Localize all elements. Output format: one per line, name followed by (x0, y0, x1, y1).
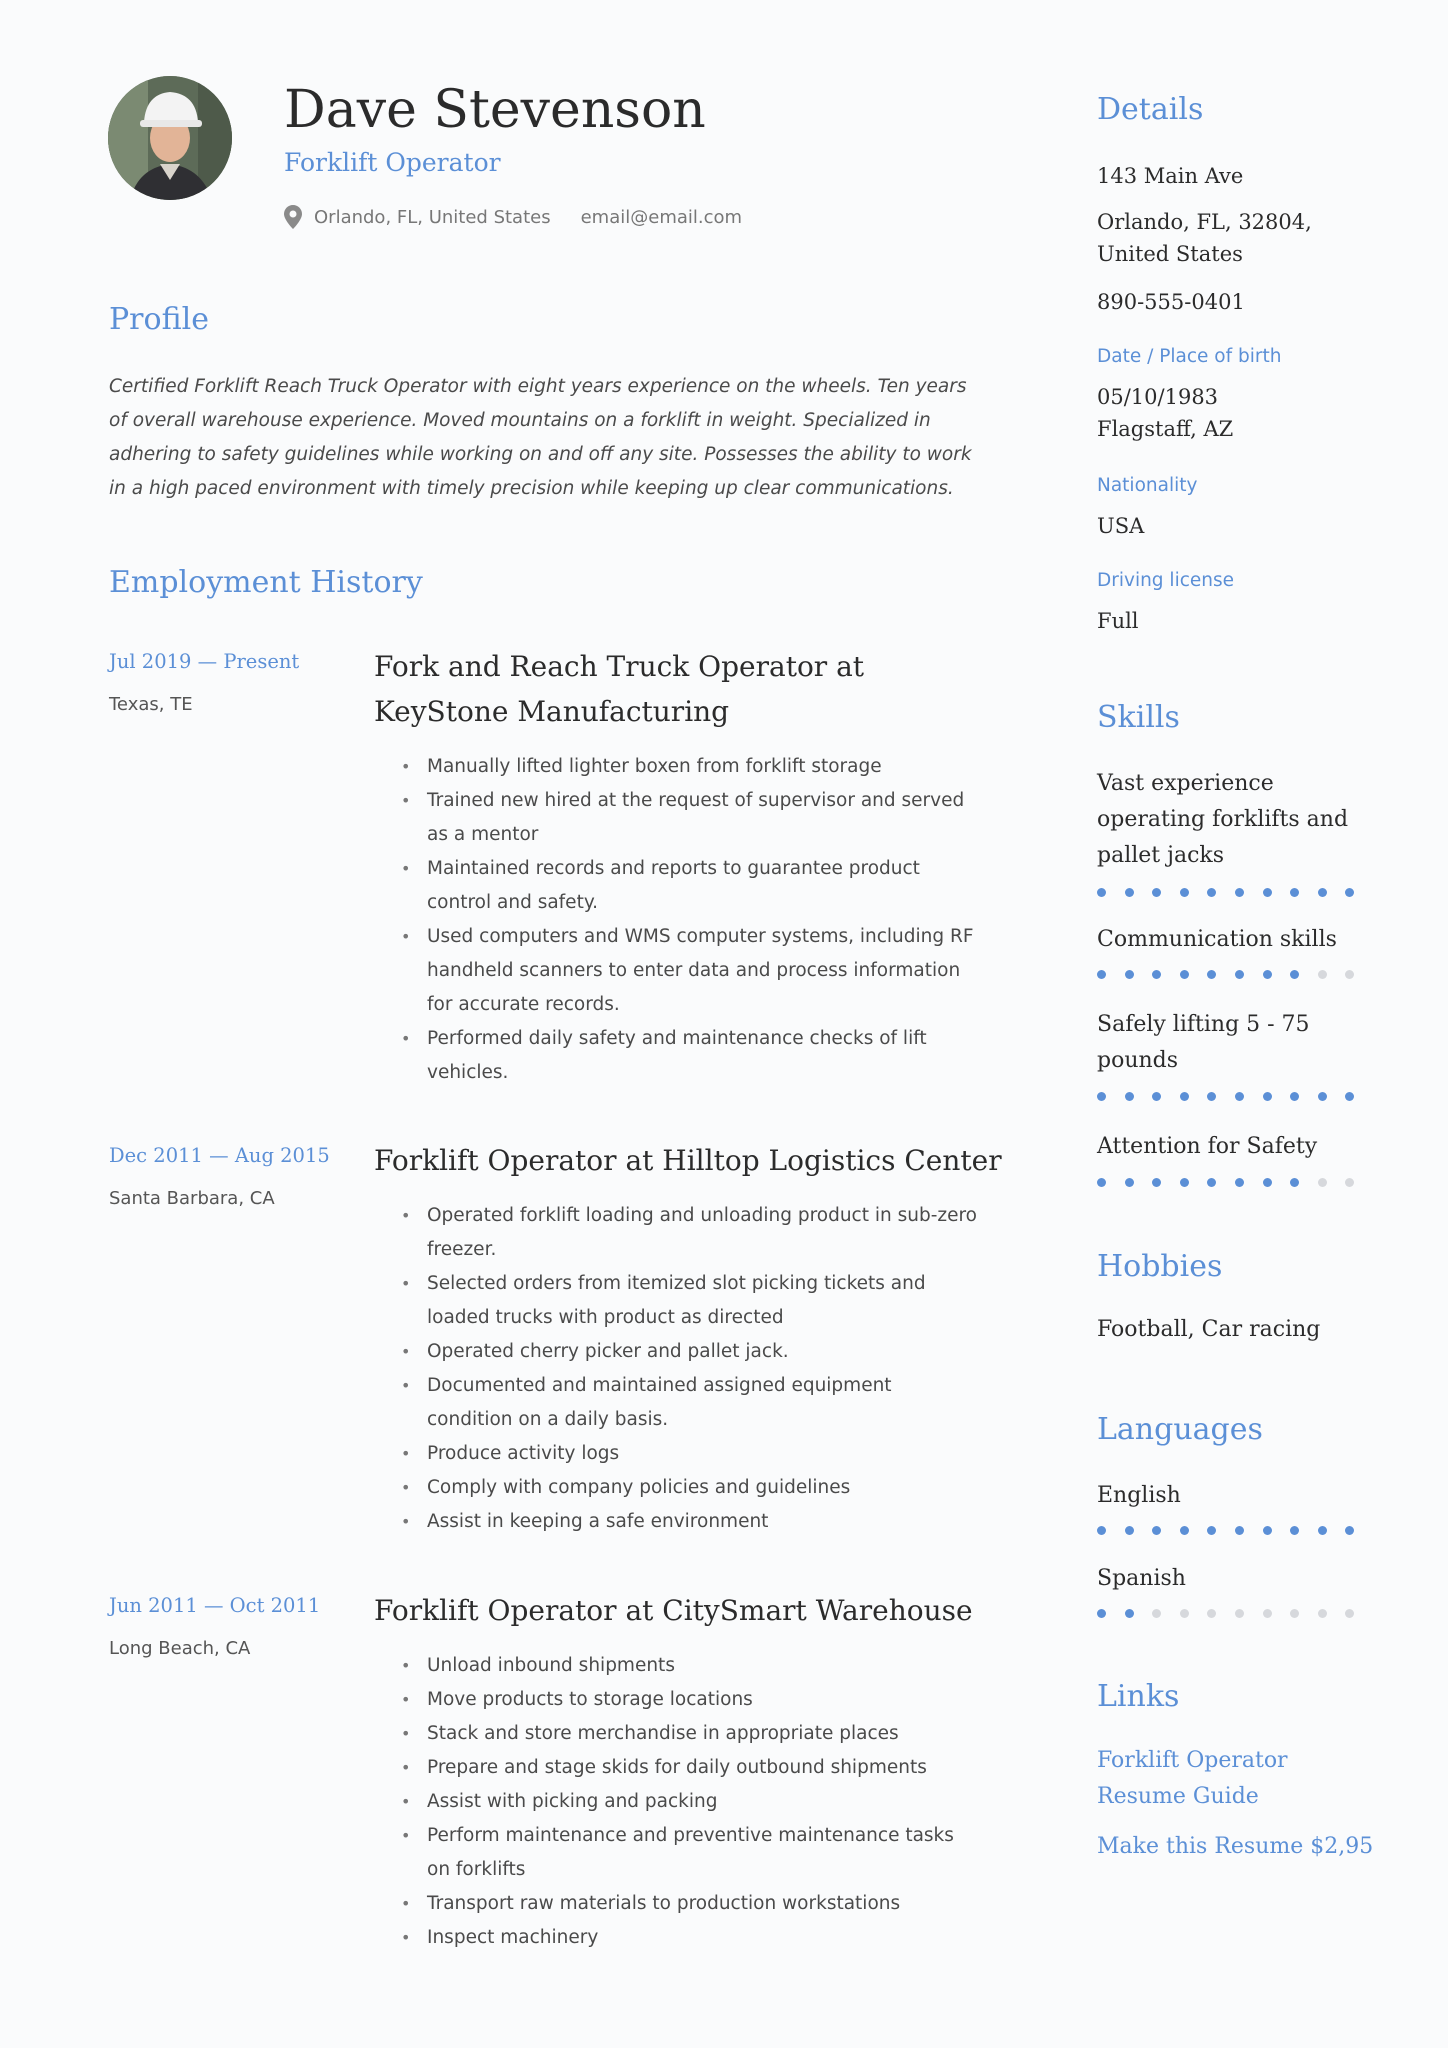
rating-dot-filled (1097, 1609, 1106, 1618)
rating-dot-empty (1345, 1178, 1354, 1187)
language-level (1097, 1609, 1373, 1618)
bullet-item: • Move products to storage locations (401, 1683, 981, 1717)
rating-dot-filled (1097, 970, 1106, 979)
bullet-item: • Used computers and WMS computer systems, including RF handheld scanners to enter data and process information for accurate records. (401, 920, 981, 1022)
resume-guide-link[interactable]: Forklift Operator Resume Guide (1097, 1748, 1288, 1809)
rating-dot-empty (1152, 1609, 1161, 1618)
rating-dot-filled (1235, 1526, 1244, 1535)
skill-name: Vast experience operating forklifts and pallet jacks (1097, 771, 1349, 868)
rating-dot-filled (1345, 888, 1354, 897)
profile-heading: Profile (109, 302, 209, 337)
rating-dot-filled (1318, 1092, 1327, 1101)
rating-dot-filled (1097, 1178, 1106, 1187)
rating-dot-filled (1152, 1092, 1161, 1101)
rating-dot-filled (1180, 970, 1189, 979)
profile-text: Certified Forklift Reach Truck Operator with eight years experience on the wheels. Ten years of overall warehouse experience. Moved mountains on a forklift in weight. Specialized in adhering to safety guidelines while working on and off any site. Possesses the ability to work in a high paced environment with timely precision while keeping up clear communications. (109, 376, 972, 499)
rating-dot-filled (1290, 970, 1299, 979)
location-pin-icon (284, 205, 302, 229)
avatar (108, 76, 232, 200)
birth-label: Date / Place of birth (1097, 346, 1282, 367)
hobbies-heading: Hobbies (1097, 1249, 1223, 1284)
bullet-item: • Transport raw materials to production workstations (401, 1887, 981, 1921)
rating-dot-filled (1125, 970, 1134, 979)
make-resume-link[interactable]: Make this Resume $2,95 (1097, 1834, 1374, 1859)
skill-level (1097, 1178, 1373, 1187)
bullet-item: • Operated forklift loading and unloading product in sub-zero freezer. (401, 1199, 981, 1267)
rating-dot-filled (1180, 1178, 1189, 1187)
job-dates: Dec 2011 — Aug 2015 (109, 1144, 330, 1167)
rating-dot-empty (1263, 1609, 1272, 1618)
job-bullets (401, 750, 981, 1090)
rating-dot-filled (1235, 888, 1244, 897)
rating-dot-filled (1152, 888, 1161, 897)
rating-dot-filled (1180, 1526, 1189, 1535)
rating-dot-filled (1235, 1092, 1244, 1101)
bullet-item: • Trained new hired at the request of supervisor and served as a mentor (401, 784, 981, 852)
nationality-value: USA (1097, 514, 1145, 538)
profile-photo-icon (108, 76, 232, 200)
bullet-item: • Performed daily safety and maintenance checks of lift vehicles. (401, 1022, 981, 1090)
candidate-name: Dave Stevenson (284, 80, 706, 140)
rating-dot-filled (1263, 970, 1272, 979)
rating-dot-filled (1263, 1178, 1272, 1187)
languages-heading: Languages (1097, 1412, 1263, 1447)
bullet-item: • Documented and maintained assigned equipment condition on a daily basis. (401, 1369, 981, 1437)
bullet-item: • Prepare and stage skids for daily outbound shipments (401, 1751, 981, 1785)
rating-dot-filled (1207, 1092, 1216, 1101)
skills-heading: Skills (1097, 700, 1180, 735)
rating-dot-empty (1345, 970, 1354, 979)
rating-dot-filled (1152, 1178, 1161, 1187)
skill-level (1097, 970, 1373, 979)
rating-dot-empty (1318, 1609, 1327, 1618)
job-bullets (401, 1649, 981, 1955)
license-label: Driving license (1097, 570, 1235, 591)
rating-dot-filled (1290, 888, 1299, 897)
rating-dot-filled (1097, 888, 1106, 897)
address-street: 143 Main Ave (1097, 164, 1244, 188)
bullet-item: • Produce activity logs (401, 1437, 981, 1471)
bullet-item: • Perform maintenance and preventive maintenance tasks on forklifts (401, 1819, 981, 1887)
rating-dot-filled (1207, 888, 1216, 897)
bullet-item: • Manually lifted lighter boxen from forklift storage (401, 750, 981, 784)
rating-dot-filled (1263, 888, 1272, 897)
rating-dot-filled (1263, 1526, 1272, 1535)
rating-dot-filled (1180, 888, 1189, 897)
job-title: Fork and Reach Truck Operator at KeyStone Manufacturing (374, 650, 865, 728)
job-dates: Jun 2011 — Oct 2011 (109, 1594, 321, 1617)
skill-name: Safely lifting 5 - 75 pounds (1097, 1012, 1310, 1073)
rating-dot-filled (1235, 970, 1244, 979)
rating-dot-empty (1235, 1609, 1244, 1618)
rating-dot-filled (1125, 888, 1134, 897)
location-text: Orlando, FL, United States (314, 206, 551, 228)
rating-dot-filled (1125, 1178, 1134, 1187)
language-name: English (1097, 1483, 1181, 1508)
birth-date: 05/10/1983 (1097, 385, 1219, 409)
rating-dot-empty (1180, 1609, 1189, 1618)
rating-dot-filled (1290, 1178, 1299, 1187)
email-text[interactable]: email@email.com (580, 206, 743, 228)
hobbies-text: Football, Car racing (1097, 1317, 1321, 1342)
rating-dot-filled (1097, 1526, 1106, 1535)
bullet-item: • Assist with picking and packing (401, 1785, 981, 1819)
job-location: Long Beach, CA (109, 1638, 251, 1659)
rating-dot-filled (1097, 1092, 1106, 1101)
rating-dot-filled (1290, 1092, 1299, 1101)
nationality-label: Nationality (1097, 475, 1198, 496)
rating-dot-filled (1152, 1526, 1161, 1535)
bullet-item: • Assist in keeping a safe environment (401, 1505, 981, 1539)
skill-level (1097, 1092, 1373, 1101)
job-location: Santa Barbara, CA (109, 1188, 275, 1209)
details-heading: Details (1097, 92, 1204, 127)
rating-dot-filled (1125, 1609, 1134, 1618)
job-location: Texas, TE (109, 694, 193, 715)
bullet-item: • Operated cherry picker and pallet jack. (401, 1335, 981, 1369)
job-dates: Jul 2019 — Present (109, 650, 300, 673)
rating-dot-filled (1207, 1178, 1216, 1187)
address-city: Orlando, FL, 32804, United States (1097, 210, 1312, 266)
job-bullets (401, 1199, 981, 1539)
phone-number: 890-555-0401 (1097, 290, 1245, 314)
rating-dot-filled (1180, 1092, 1189, 1101)
rating-dot-filled (1125, 1092, 1134, 1101)
rating-dot-filled (1235, 1178, 1244, 1187)
rating-dot-filled (1345, 1092, 1354, 1101)
contact-line (284, 204, 742, 230)
skill-name: Communication skills (1097, 927, 1337, 952)
rating-dot-filled (1125, 1526, 1134, 1535)
language-level (1097, 1526, 1373, 1535)
employment-heading: Employment History (109, 565, 423, 600)
rating-dot-filled (1207, 970, 1216, 979)
rating-dot-filled (1318, 1526, 1327, 1535)
skill-level (1097, 888, 1373, 897)
rating-dot-filled (1152, 970, 1161, 979)
rating-dot-filled (1345, 1526, 1354, 1535)
rating-dot-empty (1318, 1178, 1327, 1187)
rating-dot-filled (1207, 1526, 1216, 1535)
rating-dot-empty (1207, 1609, 1216, 1618)
rating-dot-empty (1318, 970, 1327, 979)
rating-dot-empty (1290, 1609, 1299, 1618)
skill-name: Attention for Safety (1097, 1134, 1318, 1159)
license-value: Full (1097, 609, 1139, 633)
bullet-item: • Maintained records and reports to guarantee product control and safety. (401, 852, 981, 920)
candidate-title: Forklift Operator (284, 148, 501, 177)
bullet-item: • Inspect machinery (401, 1921, 981, 1955)
bullet-item: • Selected orders from itemized slot picking tickets and loaded trucks with product as directed (401, 1267, 981, 1335)
links-heading: Links (1097, 1679, 1180, 1714)
language-name: Spanish (1097, 1566, 1186, 1591)
rating-dot-empty (1345, 1609, 1354, 1618)
rating-dot-filled (1263, 1092, 1272, 1101)
rating-dot-filled (1318, 888, 1327, 897)
bullet-item: • Comply with company policies and guidelines (401, 1471, 981, 1505)
rating-dot-filled (1290, 1526, 1299, 1535)
bullet-item: • Unload inbound shipments (401, 1649, 981, 1683)
birth-place: Flagstaff, AZ (1097, 417, 1234, 441)
job-title: Forklift Operator at CitySmart Warehouse (374, 1594, 973, 1627)
job-title: Forklift Operator at Hilltop Logistics Center (374, 1144, 1002, 1177)
bullet-item: • Stack and store merchandise in appropriate places (401, 1717, 981, 1751)
